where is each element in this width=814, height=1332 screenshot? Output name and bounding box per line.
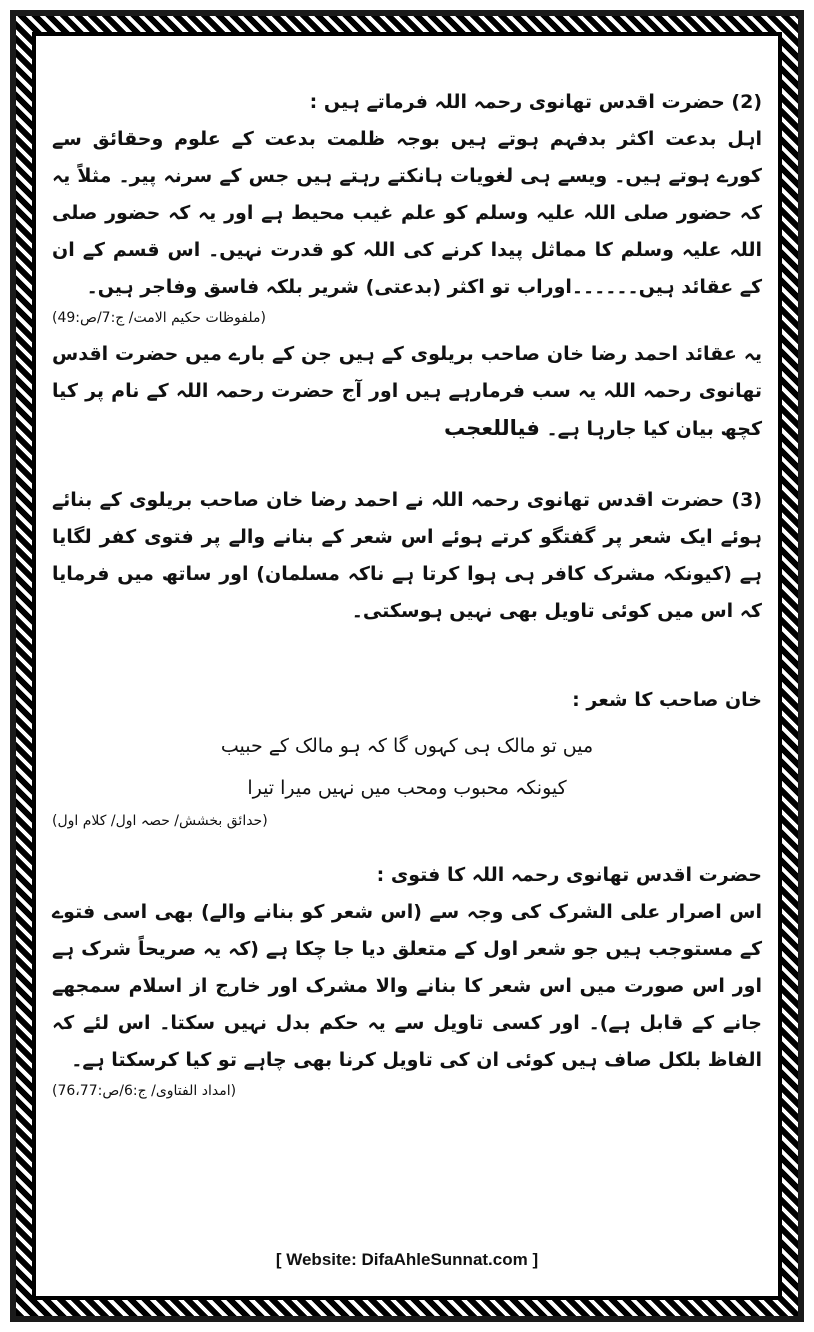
section2-heading: (2) حضرت اقدس تھانوی رحمہ اللہ فرماتے ہیں : — [309, 91, 762, 113]
exclamation: فیاللعجب — [443, 416, 540, 440]
website-footer: [ Website: DifaAhleSunnat.com ] — [275, 1250, 539, 1269]
section2-comment — [52, 336, 762, 448]
fatwa-reference: (امداد الفتاوی/ ج:6/ص:76،77) — [52, 1083, 237, 1099]
poem-line-2: کیونکہ محبوب ومحب میں نہیں میرا تیرا — [247, 777, 567, 799]
section2-reference: (ملفوظات حکیم الامت/ ج:7/ص:49) — [52, 310, 266, 326]
fatwa-body: اس اصرار علی الشرک کی وجہ سے (اس شعر کو بنانے والے) بھی اسی فتوے کے مستوجب ہیں جو شعر اول کے متعلق دیا جا چکا ہے (کہ یہ صریحاً شرک ہے اور اس صورت میں اس شعر کا بنانے والا مشرک اور خارج از اسلام سمجھے جانے کے قابل ہے)۔ اور کسی تاویل سے یہ حکم بدل نہیں سکتا۔ اس لئے کہ الفاظ بلکل صاف ہیں کوئی ان کی تاویل کرنا بھی چاہے تو کیا کرسکتا ہے۔ — [52, 901, 762, 1071]
section2-body: اہل بدعت اکثر بدفہم ہوتے ہیں بوجہ ظلمت بدعت کے علوم وحقائق سے کورے ہوتے ہیں۔ ویسے ہی لغویات ہانکتے رہتے ہیں جس کے سرنہ پیر۔ مثلاً یہ کہ حضور صلی اللہ علیہ وسلم کو علم غیب محیط ہے اور یہ کہ حضور صلی اللہ علیہ وسلم کا مماثل پیدا کرنے کی اللہ کو قدرت نہیں۔ اس قسم کے ان کے عقائد ہیں۔۔۔۔۔۔اوراب تو اکثر (بدعتی) شریر بلکہ فاسق وفاجر ہیں۔ — [52, 128, 762, 298]
poem-heading: خان صاحب کا شعر : — [572, 689, 762, 711]
poem-line-1: میں تو مالک ہی کہوں گا کہ ہو مالک کے حبیب — [220, 735, 594, 757]
section3-body: (3) حضرت اقدس تھانوی رحمہ اللہ نے احمد رضا خان صاحب بریلوی کے بنائے ہوئے ایک شعر پر گفتگو کرتے ہوئے اس شعر کے بنانے والے پر فتوی کفر لگایا ہے (کیونکہ مشرک کافر ہی ہوا کرتا ہے ناکہ مسلمان) اور ساتھ میں فرمایا کہ اس میں کوئی تاویل بھی نہیں ہوسکتی۔ — [52, 489, 762, 622]
section2-comment-text: یہ عقائد احمد رضا خان صاحب بریلوی کے ہیں جن کے بارے میں حضرت اقدس تھانوی رحمہ اللہ یہ سب فرمارہے ہیں اور آج حضرت رحمہ اللہ کے نام پر کیا کچھ بیان کیا جارہا ہے۔ — [52, 343, 762, 440]
fatwa-heading: حضرت اقدس تھانوی رحمہ اللہ کا فتوی : — [376, 864, 762, 886]
document-content — [52, 84, 762, 1109]
poem-reference: (حدائق بخشش/ حصہ اول/ کلام اول) — [52, 813, 268, 829]
